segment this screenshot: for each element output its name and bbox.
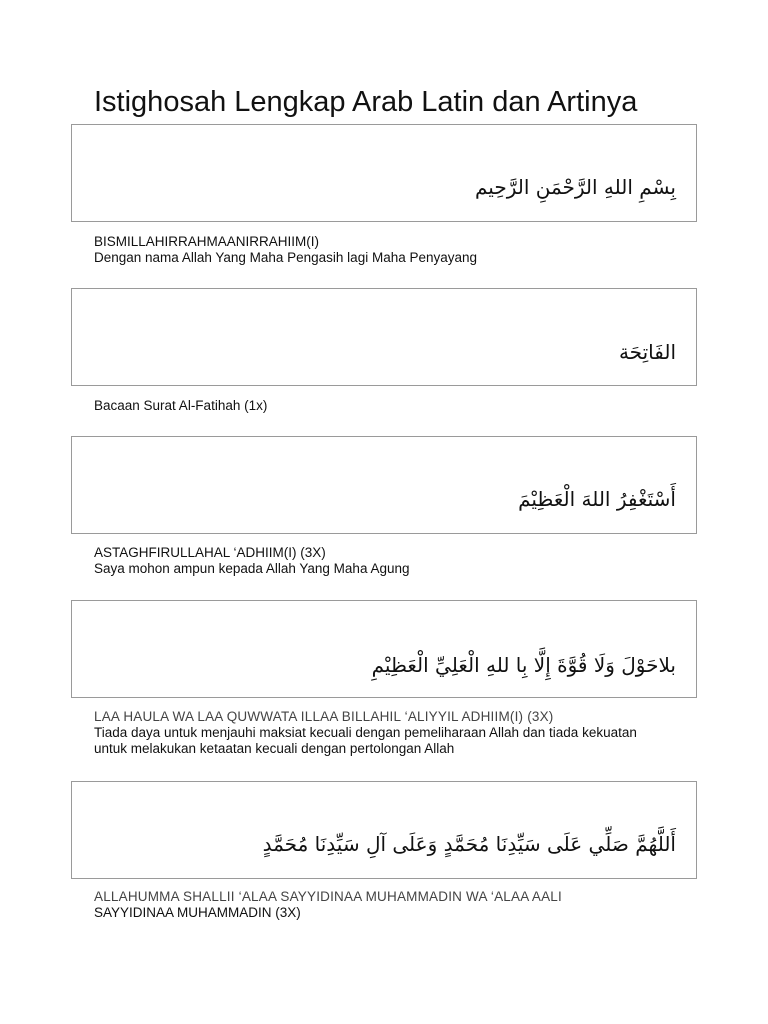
transliteration-block-istighfar (94, 545, 674, 577)
meaning-text-hauqalah: Tiada daya untuk menjauhi maksiat kecuali dengan pemeliharaan Allah dan tiada kekuatan untuk melakukan ketaatan kecuali dengan pertolongan Allah (94, 725, 637, 756)
latin-text-shalawat-continued: SAYYIDINAA MUHAMMADIN (3X) (94, 905, 301, 920)
latin-text-fatihah: Bacaan Surat Al-Fatihah (1x) (94, 398, 268, 413)
arabic-box-basmalah (71, 124, 697, 222)
transliteration-block-hauqalah (94, 709, 674, 757)
latin-text-hauqalah: LAA HAULA WA LAA QUWWATA ILLAA BILLAHIL ‘ALIYYIL ADHIIM(I) (3X) (94, 709, 554, 724)
arabic-text-hauqalah: بلاحَوْلَ وَلَا قُوَّةَ إِلَّا بِا للهِ الْعَلِيِّ الْعَظِيْمِ (371, 653, 676, 677)
latin-text-shalawat: ALLAHUMMA SHALLII ‘ALAA SAYYIDINAA MUHAMMADIN WA ‘ALAA AALI (94, 889, 562, 904)
latin-text-istighfar: ASTAGHFIRULLAHAL ‘ADHIIM(I) (3X) (94, 545, 326, 560)
latin-text-basmalah: BISMILLAHIRRAHMAANIRRAHIIM(I) (94, 234, 320, 249)
arabic-box-shalawat (71, 781, 697, 879)
arabic-text-shalawat: أَللَّهُمَّ صَلِّي عَلَى سَيِّدِنَا مُحَمَّدٍ وَعَلَى آلِ سَيِّدِنَا مُحَمَّدٍ (262, 832, 676, 856)
arabic-box-istighfar (71, 436, 697, 534)
arabic-text-basmalah: بِسْمِ اللهِ الرَّحْمَنِ الرَّحِيم (474, 175, 676, 199)
arabic-box-hauqalah (71, 600, 697, 698)
transliteration-block-fatihah (94, 398, 674, 414)
page-title: Istighosah Lengkap Arab Latin dan Artinya (94, 86, 638, 118)
arabic-text-fatihah: الفَاتِحَة (618, 340, 676, 364)
transliteration-block-shalawat (94, 889, 674, 921)
arabic-text-istighfar: أَسْتَغْفِرُ اللهَ الْعَظِيْمَ (518, 487, 676, 511)
meaning-text-basmalah: Dengan nama Allah Yang Maha Pengasih lagi Maha Penyayang (94, 250, 478, 265)
transliteration-block-basmalah (94, 234, 674, 266)
meaning-text-istighfar: Saya mohon ampun kepada Allah Yang Maha Agung (94, 561, 410, 576)
arabic-box-fatihah (71, 288, 697, 386)
